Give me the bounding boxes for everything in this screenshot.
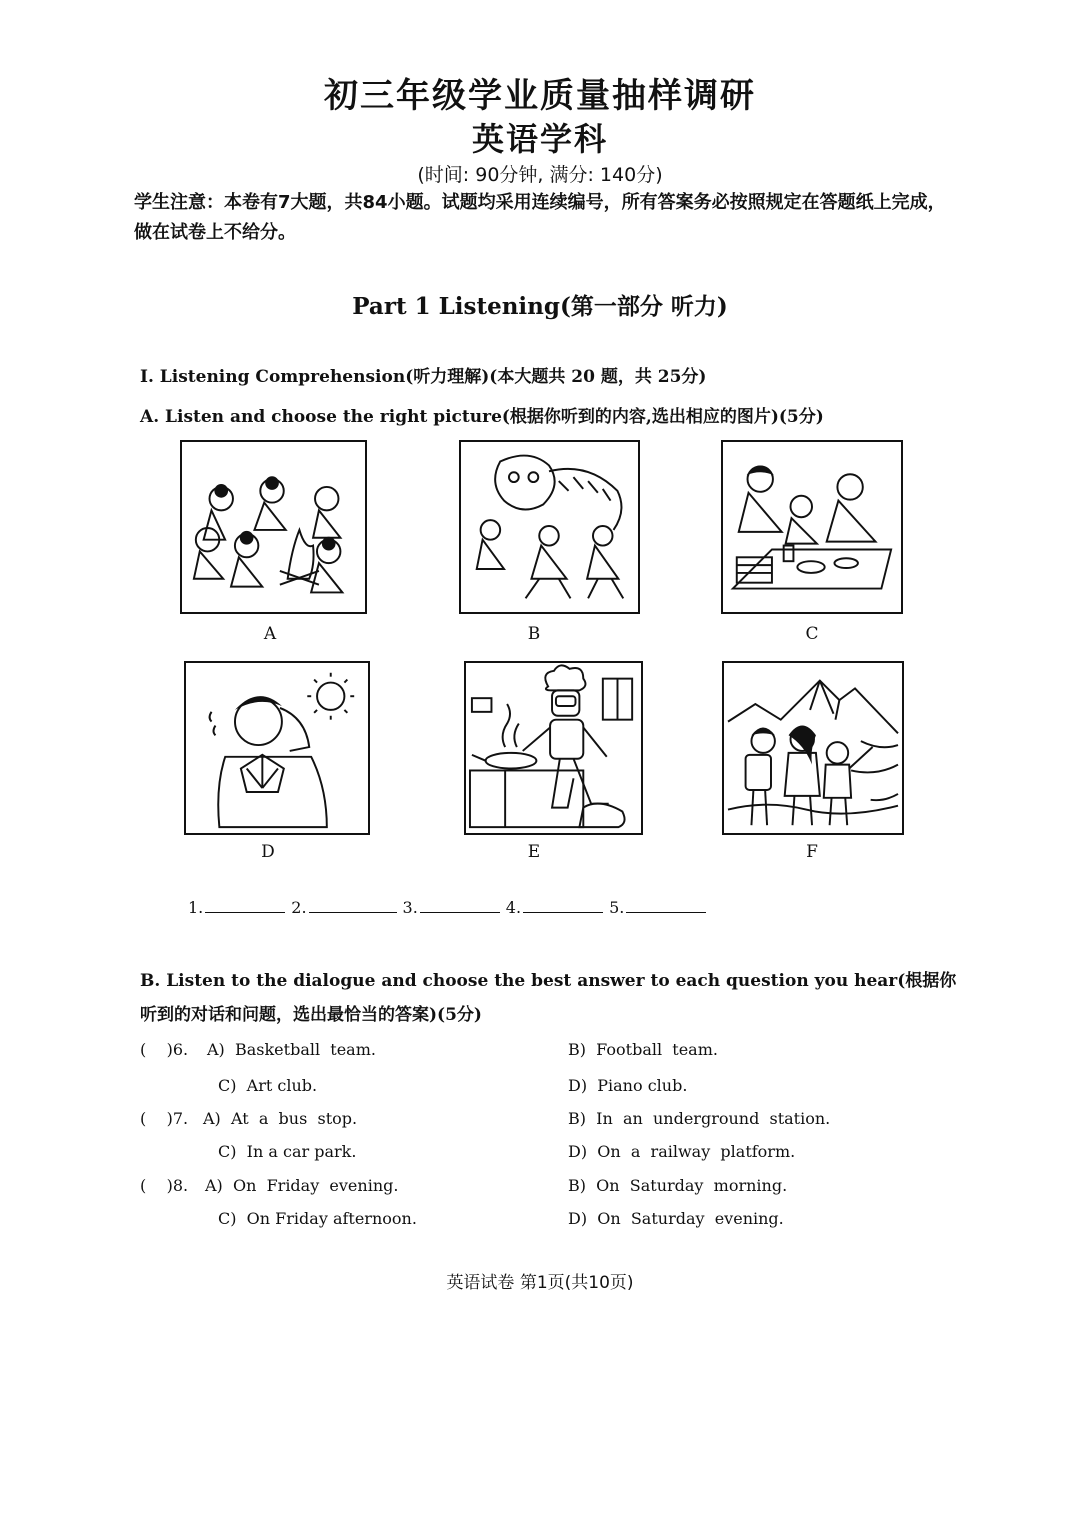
picture-label-a: A [263,624,277,644]
question-8-option-d[interactable]: D) On Saturday evening. [568,1209,784,1228]
picture-e [464,661,643,835]
exam-title: 初三年级学业质量抽样调研 [324,76,756,116]
mountain-hiking-icon [724,663,902,833]
time-info: (时间: 90分钟, 满分: 140分) [417,164,663,186]
answer-blank-5[interactable]: 5. [609,898,706,917]
answer-blank-3[interactable]: 3. [403,898,500,917]
campfire-children-icon [182,442,365,612]
picture-a [180,440,367,614]
hot-weather-man-icon [186,663,368,833]
question-7-option-c[interactable]: C) In a car park. [218,1142,357,1161]
question-8-number[interactable]: ( )8. [140,1176,189,1195]
section-heading: I. Listening Comprehension(听力理解)(本大题共 20 题，共 25分) [140,367,707,387]
picture-label-b: B [527,624,541,644]
student-notice: 学生注意：本卷有7大题，共84小题。试题均采用连续编号，所有答案务必按照规定在答题纸上完成，做在试卷上不给分。 [134,192,946,243]
question-6-option-b[interactable]: B) Football team. [568,1040,718,1059]
question-8-option-a[interactable]: A) On Friday evening. [205,1176,399,1195]
picture-f [722,661,904,835]
picture-b [459,440,640,614]
family-picnic-icon [723,442,901,612]
section-a-instructions: A. Listen and choose the right picture(根据你听到的内容,选出相应的图片)(5分) [140,407,824,427]
question-6-option-d[interactable]: D) Piano club. [568,1076,688,1095]
picture-c [721,440,903,614]
lion-dance-icon [461,442,638,612]
robot-cooking-icon [466,663,641,833]
picture-label-e: E [527,842,541,862]
section-b-instructions: B. Listen to the dialogue and choose the best answer to each question you hear(根据你听到的对话和问题，选出最恰当的答案)(5分) [140,971,957,1025]
part-title: Part 1 Listening(第一部分 听力) [352,293,728,320]
answer-blank-2[interactable]: 2. [291,898,396,917]
question-8-option-c[interactable]: C) On Friday afternoon. [218,1209,417,1228]
question-6-option-c[interactable]: C) Art club. [218,1076,318,1095]
exam-subject: 英语学科 [471,120,608,158]
question-6-option-a[interactable]: A) Basketball team. [207,1040,376,1059]
question-7-number[interactable]: ( )7. [140,1109,189,1128]
picture-label-c: C [805,624,819,644]
answer-blanks [188,898,712,917]
page-footer: 英语试卷 第1页(共10页) [446,1273,634,1293]
picture-label-f: F [806,842,818,862]
question-8-option-b[interactable]: B) On Saturday morning. [568,1176,788,1195]
picture-d [184,661,370,835]
answer-blank-4[interactable]: 4. [506,898,603,917]
question-7-option-d[interactable]: D) On a railway platform. [568,1142,796,1161]
question-7-option-a[interactable]: A) At a bus stop. [203,1109,358,1128]
question-6-number[interactable]: ( )6. [140,1040,189,1059]
answer-blank-1[interactable]: 1. [188,898,285,917]
picture-label-d: D [261,842,275,862]
question-7-option-b[interactable]: B) In an underground station. [568,1109,831,1128]
